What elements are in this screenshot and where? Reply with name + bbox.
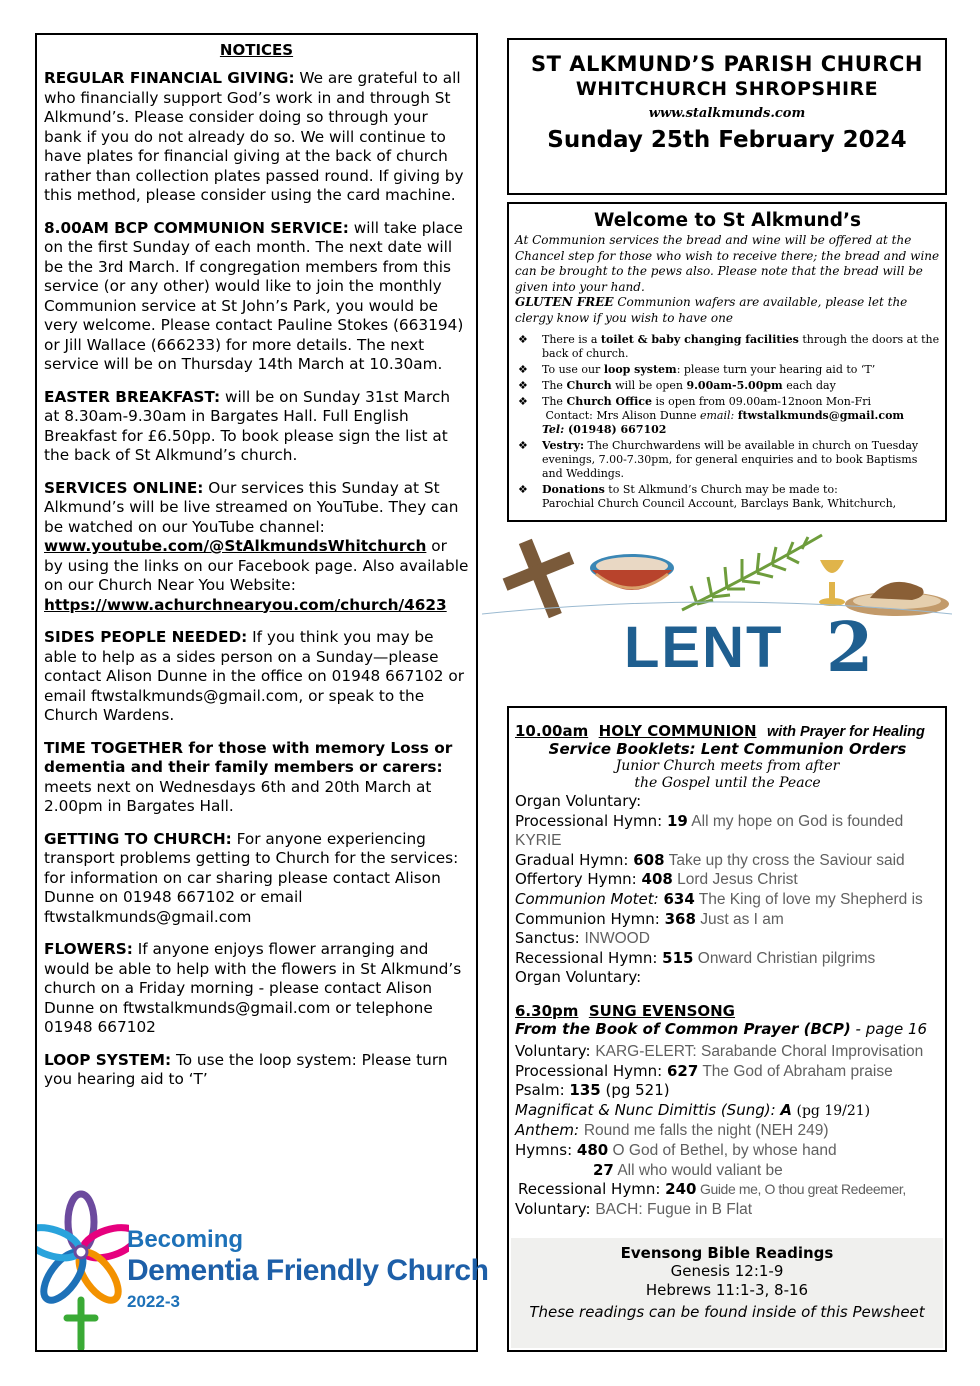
bcp-note: From the Book of Common Prayer (BCP) - page 16 — [515, 1019, 928, 1038]
evensong-processional: Processional Hymn: 627 The God of Abraham praise — [515, 1061, 893, 1080]
kyrie: KYRIE — [515, 832, 562, 850]
offertory-hymn: Offertory Hymn: 408 Lord Jesus Christ — [515, 870, 798, 889]
evensong-hymn-2: 27 All who would valiant be — [593, 1160, 783, 1179]
chalice-icon — [819, 560, 845, 606]
bowl-icon — [590, 554, 674, 590]
readings-title: Evensong Bible Readings — [620, 1244, 834, 1262]
church-header — [507, 38, 947, 195]
lent-graphic — [482, 530, 952, 688]
evensong-voluntary: Voluntary: KARG-ELERT: Sarabande Choral Improvisation — [515, 1041, 924, 1060]
communion-motet: Communion Motet: 634 The King of love my Shepherd is — [515, 889, 923, 908]
list-item: ❖ There is a toilet & baby changing facilities through the doors at the back of church. — [518, 333, 940, 360]
church-near-you-link[interactable]: https://www.achurchnearyou.com/church/4623 — [44, 595, 447, 614]
diamond-bullet-icon: ❖ — [518, 439, 528, 452]
church-town: WHITCHURCH SHROPSHIRE — [575, 78, 879, 100]
welcome-intro: At Communion services the bread and wine will be offered at the Chancel step for those who wish to receive there; the bread and wine can be brought to the pews also. Please note that the bread will be given into your hand. — [515, 233, 940, 294]
notice-loop-system: LOOP SYSTEM: To use the loop system: Please turn you hearing aid to ‘T’ — [44, 1050, 448, 1088]
psalm: Psalm: 135 (pg 521) — [515, 1081, 670, 1100]
sunday-date: Sunday 25th February 2024 — [547, 127, 907, 153]
communion-hymn: Communion Hymn: 368 Just as I am — [515, 909, 784, 928]
morning-service-heading: 10.00am HOLY COMMUNION with Prayer for Healing — [515, 722, 925, 740]
organ-voluntary-end: Organ Voluntary: — [515, 968, 642, 987]
lent-word: LENT — [624, 615, 784, 680]
processional-hymn: Processional Hymn: 19 All my hope on God is founded — [515, 811, 904, 830]
welcome-panel — [507, 202, 947, 522]
evensong-hymn-1: Hymns: 480 O God of Bethel, by whose hand — [515, 1140, 837, 1159]
evensong-recessional: Recessional Hymn: 240 Guide me, O thou great Redeemer, — [518, 1180, 906, 1199]
list-item: ❖ Vestry: The Churchwardens will be available in church on Tuesday evenings, 7.00-7.30pm, for general enquiries and to book Baptisms and Weddings. — [518, 439, 919, 480]
lent-illustration-icon — [482, 530, 952, 620]
forget-me-not-flower-icon — [37, 1190, 129, 1350]
notice-services-online: SERVICES ONLINE: Our services this Sunday at St Alkmund’s will be live streamed on YouTube. They can be watched on our YouTube channel: www.youtube.com/@StAlkmundsWhitchurch or by using the links on our Facebook page. Also available on our Church Near You Website: https://www.achurchnearyou.com/church/4623 — [44, 478, 469, 614]
reading-2: Hebrews 11:1-3, 8-16 — [645, 1281, 809, 1299]
notice-flowers: FLOWERS: If anyone enjoys flower arranging and would be able to help with the flowers in St Alkmund’s church on a Friday morning - please contact Alison Dunne on ftwstalkmunds@gmail.com or telephone 01948 667102 — [44, 940, 462, 1036]
diamond-bullet-icon: ❖ — [518, 395, 528, 408]
notices-title: NOTICES — [219, 41, 294, 59]
evensong-final-voluntary: Voluntary: BACH: Fugue in B Flat — [515, 1199, 753, 1218]
services-panel — [507, 706, 947, 1352]
readings-note: These readings can be found inside of this Pewsheet — [529, 1303, 925, 1321]
welcome-title: Welcome to St Alkmund’s — [593, 210, 862, 231]
diamond-bullet-icon: ❖ — [518, 333, 528, 346]
diamond-bullet-icon: ❖ — [518, 379, 528, 392]
sanctus: Sanctus: INWOOD — [515, 929, 650, 948]
dementia-friendly-logo — [37, 1190, 489, 1350]
bible-readings — [511, 1238, 943, 1348]
anthem: Anthem: Round me falls the night (NEH 249) — [515, 1121, 829, 1140]
gluten-free-note: GLUTEN FREE Communion wafers are available, please let the clergy know if you wish to have one — [515, 295, 908, 325]
organ-voluntary: Organ Voluntary: — [515, 792, 642, 810]
youtube-link[interactable]: www.youtube.com/@StAlkmundsWhitchurch — [44, 537, 427, 555]
diamond-bullet-icon: ❖ — [518, 483, 528, 496]
welcome-info-list — [515, 333, 940, 511]
list-item: ❖ The Church will be open 9.00am-5.00pm each day — [518, 379, 836, 392]
gradual-hymn: Gradual Hymn: 608 Take up thy cross the Saviour said — [515, 850, 905, 869]
palm-icon — [682, 535, 822, 610]
notice-getting-to-church: GETTING TO CHURCH: For anyone experiencing transport problems getting to Church for the services: for information on car sharing please contact Alison Dunne on 01948 667102 or email ftwstalkmunds@gmail.com — [44, 829, 459, 926]
church-website[interactable]: www.stalkmunds.com — [648, 106, 806, 121]
dementia-logo-line1: Becoming — [127, 1226, 244, 1253]
notice-bcp-communion: 8.00AM BCP COMMUNION SERVICE: will take place on the first Sunday of each month. The next date will be the 3rd March. If congregation members from this service (or any other) would like to join the monthly Communion service at St John’s Park, you would be very welcome. Please contact Pauline Stokes (663194) or Jill Wallace (666233) for more details. The next service will be on Thursday 14th March at 10.30am. — [44, 218, 464, 373]
junior-church-line1: Junior Church meets from after — [615, 758, 840, 774]
notice-time-together: TIME TOGETHER for those with memory Loss or dementia and their family members or carers: meets next on Wednesdays 6th and 20th March at 2.00pm in Bargates Hall. — [44, 738, 453, 815]
list-item: ❖ Donations to St Alkmund’s Church may be made to: Parochial Church Council Account, Barclays Bank, Whitchurch, — [518, 483, 897, 510]
church-name: ST ALKMUND’S PARISH CHURCH — [531, 52, 923, 76]
junior-church-line2: the Gospel until the Peace — [634, 775, 821, 791]
notices-panel — [35, 33, 489, 1352]
list-item: ❖ To use our loop system: please turn your hearing aid to ‘T’ — [518, 363, 876, 376]
notice-easter-breakfast: EASTER BREAKFAST: will be on Sunday 31st March at 8.30am-9.30am in Bargates Hall. Full English Breakfast for £6.50pp. To book please sign the list at the back of St Alkmund’s church. — [44, 387, 451, 464]
dementia-logo-year: 2022-3 — [127, 1292, 180, 1311]
recessional-hymn: Recessional Hymn: 515 Onward Christian pilgrims — [515, 948, 876, 967]
reading-1: Genesis 12:1-9 — [670, 1262, 784, 1280]
diamond-bullet-icon: ❖ — [518, 363, 528, 376]
list-item: ❖ The Church Office is open from 09.00am-12noon Mon-Fri Contact: Mrs Alison Dunne email: ftwstalkmunds@gmail.com Tel: (01948) 667102 — [518, 395, 905, 436]
notice-financial-giving: REGULAR FINANCIAL GIVING: We are grateful to all who financially support God’s work in and through St Alkmund’s. Please consider doing so through your bank if you do not already do so. We will continue to have plates for financial giving at the back of church rather than collection plates passed round. If giving by this method, please consider using the card machine. — [44, 69, 464, 204]
lent-number: 2 — [826, 608, 874, 688]
service-booklets: Service Booklets: Lent Communion Orders — [548, 740, 907, 758]
evening-service-heading: 6.30pm SUNG EVENSONG — [515, 1001, 735, 1020]
dementia-logo-line2: Dementia Friendly Church — [127, 1254, 489, 1287]
notice-sides-people: SIDES PEOPLE NEEDED: If you think you may be able to help as a sides person on a Sunday—please contact Alison Dunne in the office on 01948 667102 or email ftwstalkmunds@gmail.com, or speak to the Church Wardens. — [44, 628, 465, 724]
office-email[interactable]: ftwstalkmunds@gmail.com — [737, 409, 905, 422]
magnificat: Magnificat & Nunc Dimittis (Sung): A (pg 19/21) — [515, 1100, 871, 1119]
